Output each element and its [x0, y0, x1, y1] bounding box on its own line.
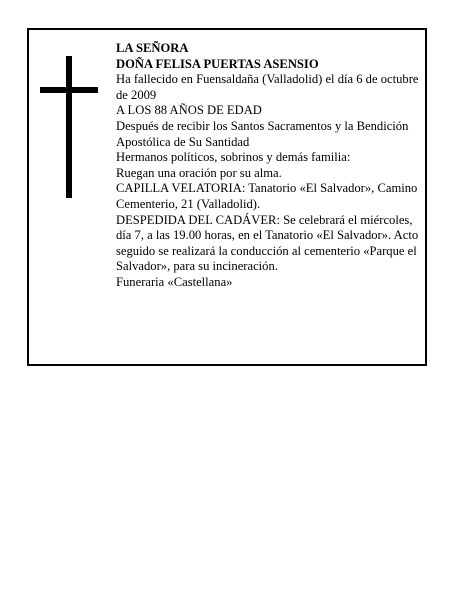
- cross-vertical-bar: [66, 56, 72, 198]
- obituary-notice: [27, 28, 427, 366]
- age-statement: A LOS 88 AÑOS DE EDAD: [116, 103, 262, 118]
- chapel-info: CAPILLA VELATORIA: Tanatorio «El Salvador», Camino Cementerio, 21 (Valladolid).: [116, 181, 418, 211]
- cross-icon: [40, 56, 100, 200]
- deceased-name: DOÑA FELISA PUERTAS ASENSIO: [116, 56, 319, 71]
- funeral-home: Funeraria «Castellana»: [116, 274, 233, 289]
- prayer-request: Ruegan una oración por su alma.: [116, 165, 282, 180]
- cross-horizontal-bar: [40, 87, 98, 93]
- sacraments-statement: Después de recibir los Santos Sacramentos y la Bendición Apostólica de Su Santidad: [116, 118, 409, 149]
- notice-text: [116, 41, 422, 291]
- farewell-info: DESPEDIDA DEL CADÁVER: Se celebrará el miércoles, día 7, a las 19.00 horas, en el Tanatorio «El Salvador». Acto seguido se realizará la conducción al cementerio «Parque el Salvador», para su incineración.: [116, 212, 419, 274]
- family-statement: Hermanos políticos, sobrinos y demás familia:: [116, 150, 351, 165]
- notice-heading: LA SEÑORA: [116, 41, 189, 55]
- death-statement: Ha fallecido en Fuensaldaña (Valladolid) el día 6 de octubre de 2009: [116, 72, 419, 102]
